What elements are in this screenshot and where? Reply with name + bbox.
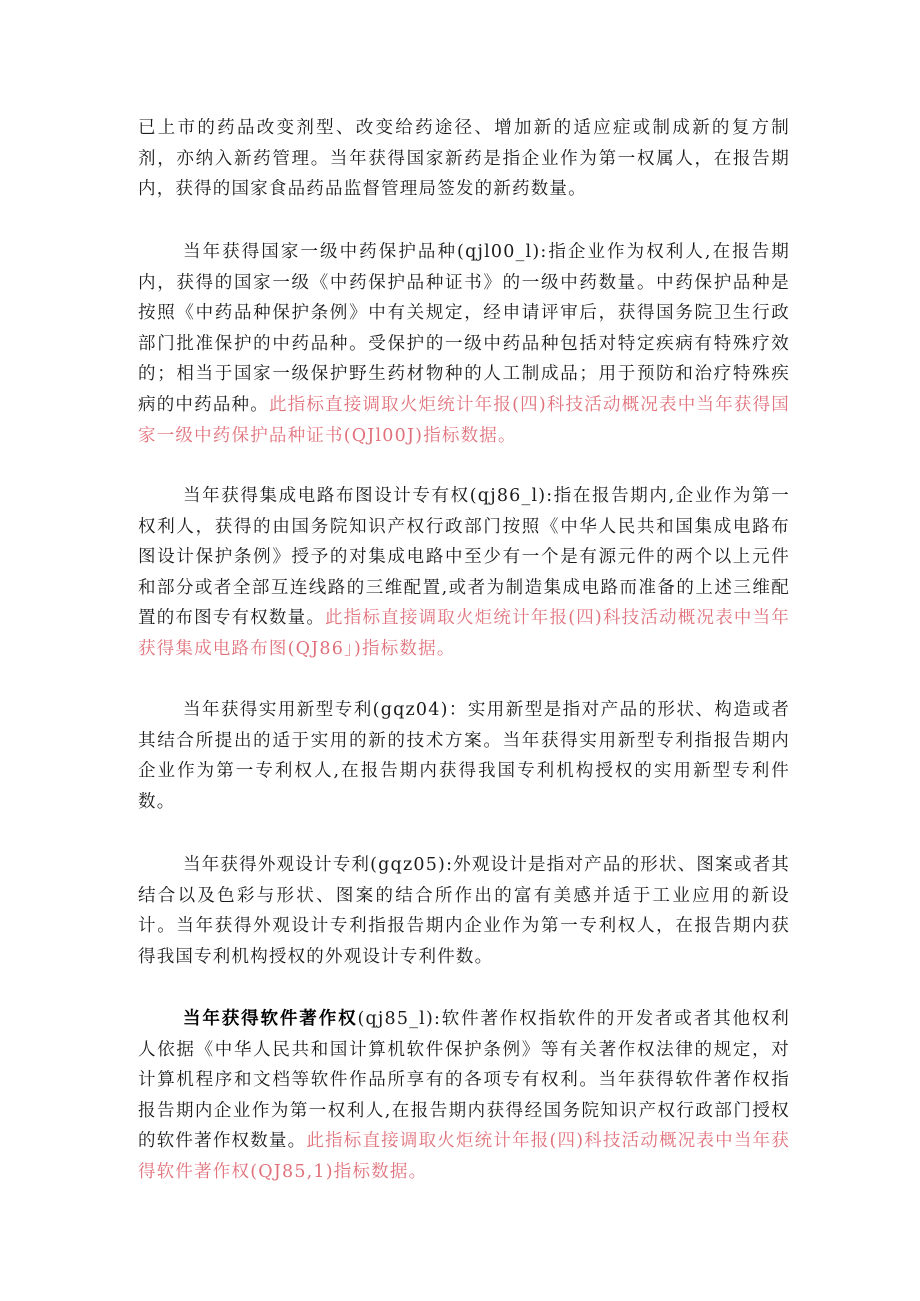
paragraph-software-copyright [138,1004,790,1188]
data-source-note: 此指标直接调取火炬统计年报(四)科技活动概况表中当年获得软件著作权(QJ85,1)指标数据。 [138,1131,790,1182]
paragraph-text: 已上市的药品改变剂型、改变给药途径、增加新的适应症或制成新的复方制剂，亦纳入新药管理。当年获得国家新药是指企业作为第一权属人，在报告期内，获得的国家食品药品监督管理局签发的新药数量。 [138,118,790,200]
paragraph-text: (qj85_l):软件著作权指软件的开发者或者其他权利人依据《中华人民共和国计算机软件保护条例》等有关著作权法律的规定，对计算机程序和文档等软件作品所享有的各项专有权利。当年获得软件著作权指报告期内企业作为第一权利人,在报告期内获得经国务院知识产权行政部门授权的软件著作权数量。 [138,1009,790,1152]
paragraph-text: 当年获得实用新型专利(gqz04)：实用新型是指对产品的形状、构造或者其结合所提出的适于实用的新的技术方案。当年获得实用新型专利指报告期内企业作为第一专利权人,在报告期内获得我国专利机构授权的实用新型专利件数。 [138,700,790,812]
paragraph-design-patent [138,850,790,972]
data-source-note: 此指标直接调取火炬统计年报(四)科技活动概况表中当年获得国家一级中药保护品种证书(QJl00J)指标数据。 [138,394,791,446]
paragraph-ic-layout-design [138,481,790,665]
paragraph-tcm-protection [138,237,790,451]
paragraph-lead-term: 当年获得软件著作权 [183,1009,358,1029]
paragraph-text: 当年获得国家一级中药保护品种(qjl00_l):指企业作为权利人,在报告期内，获得的国家一级《中药保护品种证书》的一级中药数量。中药保护品种是按照《中药品种保护条例》中有关规定，经申请评审后，获得国务院卫生行政部门批准保护的中药品种。受保护的一级中药品种包括对特定疾病有特殊疗效的；相当于国家一级保护野生药材物种的人工制成品；用于预防和治疗特殊疾病的中药品种。 [138,242,790,415]
data-source-note: 此指标直接调取火炬统计年报(四)科技活动概况表中当年获得集成电路布图(QJ86」)指标数据。 [138,608,791,659]
paragraph-text: 当年获得外观设计专利(gqz05):外观设计是指对产品的形状、图案或者其结合以及色彩与形状、图案的结合所作出的富有美感并适于工业应用的新设计。当年获得外观设计专利指报告期内企业作为第一专利权人，在报告期内获得我国专利机构授权的外观设计专利件数。 [138,855,790,967]
paragraph-text: 当年获得集成电路布图设计专有权(qj86_l):指在报告期内,企业作为第一权利人，获得的由国务院知识产权行政部门按照《中华人民共和国集成电路布图设计保护条例》授予的对集成电路中至少有一个是有源元件的两个以上元件和部分或者全部互连线路的三维配置,或者为制造集成电路而准备的上述三维配置的布图专有权数量。 [138,486,790,629]
paragraph-new-drug-definition [138,113,790,205]
paragraph-utility-model-patent [138,695,790,817]
